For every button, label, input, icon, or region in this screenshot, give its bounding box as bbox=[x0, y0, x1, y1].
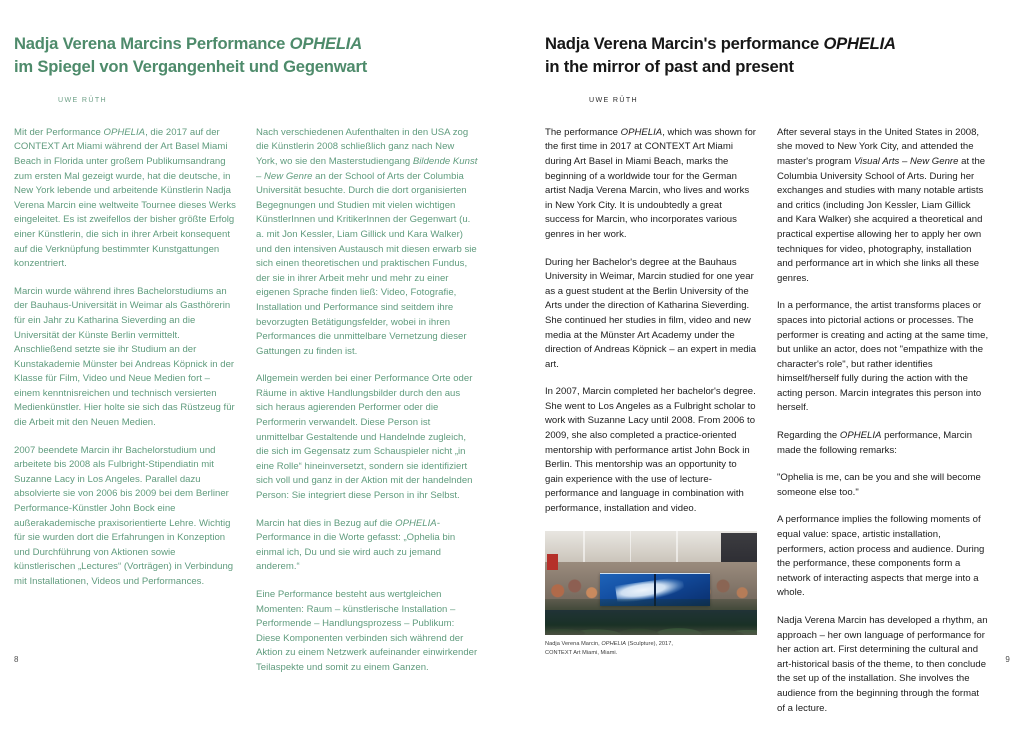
emphasis-text: Bildende Kunst – New Genre bbox=[256, 155, 478, 182]
byline-author-german: UWE RÜTH bbox=[58, 95, 108, 104]
body-text: The performance bbox=[545, 126, 621, 138]
column-1-english bbox=[545, 126, 757, 729]
body-text: In a performance, the artist transforms places or spaces into pictorial actions or processes. The performer is creating and acting at the same time, but unlike an actor, does not "empathize with the character's role", but rather identifies himself/herself fully during the action with the acting person. Marcin integrates this person into herself. bbox=[777, 300, 989, 414]
emphasis-text: OPHELIA bbox=[839, 430, 882, 442]
emphasis-text: OPHELIA bbox=[601, 640, 627, 647]
figure-caption-line1 bbox=[545, 641, 673, 647]
body-paragraph bbox=[777, 126, 989, 287]
ophelia-installation-photo bbox=[545, 531, 757, 635]
headline-line1-italic: OPHELIA bbox=[289, 34, 362, 53]
column-2-english bbox=[777, 126, 989, 729]
page-title-english bbox=[545, 33, 1010, 79]
ophelia-figure bbox=[545, 531, 757, 658]
body-paragraph bbox=[256, 517, 478, 575]
page-number-right: 9 bbox=[1005, 655, 1010, 664]
body-text: an der School of Arts der Columbia Universität besuchte. Durch die dort organisierten Begegnungen und Studien mit vielen wichtigen KünstlerInnen und KritikerInnen der Gegenwart (u. a. mit Jon Kessler, Liam Gillick und Kara Walker) und den intensiven Austausch mit diesen erwarb sie sich einen theoretischen und praktischen Fundus, der sie in ihrer Arbeit mehr und mehr zu einer eigenen Sprache finden ließ: Video, Fotografie, Installation und Performance sind seitdem ihre bevorzugten Betätigungsfelder, wobei in ihren Performances die unmittelbare Vernetzung dieser Gattungen zu finden ist. bbox=[256, 170, 477, 357]
body-text: During her Bachelor's degree at the Bauhaus University in Weimar, Marcin studied for one year as a guest student at the Berlin University of the Arts under the direction of Katharina Sieverding. She continued her studies in film, video and new media at the Münster Art Academy under the direction of Andreas Köpnick – an expert in media art. bbox=[545, 256, 757, 370]
body-text: After several stays in the United States in 2008, she moved to New York City, and attended the master's program bbox=[777, 126, 980, 167]
column-2-german bbox=[256, 126, 478, 689]
body-text: performance, Marcin made the following remarks: bbox=[777, 430, 973, 456]
page-number-left: 8 bbox=[14, 655, 19, 664]
photo-beam bbox=[630, 531, 632, 566]
column-1-german bbox=[14, 126, 236, 689]
photo-beam bbox=[676, 531, 678, 566]
body-paragraph bbox=[545, 385, 757, 516]
photo-booth-red bbox=[547, 554, 558, 571]
body-paragraph bbox=[777, 471, 989, 500]
emphasis-text: OPHELIA bbox=[103, 126, 146, 138]
columns-german bbox=[14, 126, 484, 689]
page-left-german bbox=[0, 0, 512, 681]
body-text: Mit der Performance bbox=[14, 126, 104, 138]
columns-english bbox=[545, 126, 1010, 729]
emphasis-text: Visual Arts – New Genre bbox=[853, 155, 959, 167]
body-paragraph bbox=[545, 126, 757, 243]
byline-author-english: UWE RÜTH bbox=[589, 95, 639, 104]
body-text: 2007 beendete Marcin ihr Bachelorstudium und arbeitete bis 2008 als Fulbright-Stipendiatin mit Suzanne Lacy in Los Angeles. Parallel dazu absolvierte sie von 2006 bis 2009 bei dem Berliner Performance-Künstler John Bock eine außerakademische praxisorientierte Lehre. Wichtig für sie wurden dort die Erfahrungen in Konzeption und Durchführung von Aktionen sowie künstlerischen „Lectures“ (Vorträgen) in Verbindung mit Installationen, Videos und Performances. bbox=[14, 444, 234, 587]
body-text: (Sculpture), 2017, bbox=[626, 640, 673, 647]
headline-line1-italic: OPHELIA bbox=[823, 34, 896, 53]
body-text: Marcin wurde während ihres Bachelorstudiums an der Bauhaus-Universität in Weimar als Gasthörerin für ein Jahr zu Katharina Sieverding an die Universität der Künste Berlin vermittelt. Anschließend setzte sie ihr Studium an der Kunstakademie Münster bei Andreas Köpnick in der Klasse für Film, Video und Neue Medien fort – einem kenntnisreichen und technisch versierten Medienkünstler. Hier holte sie sich das Rüstzeug für die Arbeit mit den Neuen Medien. bbox=[14, 285, 235, 429]
body-text: A performance implies the following moments of equal value: space, artistic installation, performers, action process and audience. During the performance, these components form a network of interacting aspects that merge into a whole. bbox=[777, 514, 985, 599]
body-text: Performance in die Worte gefasst: „Ophelia bin einmal ich, Du und sie wird auch zu jemand anderem.“ bbox=[256, 532, 456, 573]
body-paragraph bbox=[14, 285, 236, 431]
body-paragraph bbox=[14, 444, 236, 590]
page-right-english bbox=[512, 0, 1024, 714]
body-text: , which was shown for the first time in 2017 at CONTEXT Art Miami during Art Basel in Miami Beach, marks the beginning of a worldwide tour for the German artist Nadja Verena Marcin, who lives and works in New York City. It is undoubtedly a great success for Marcin, who incorporates various genres in her work. bbox=[545, 126, 757, 240]
body-text: "Ophelia is me, can be you and she will become someone else too." bbox=[777, 472, 981, 498]
headline-line2: im Spiegel von Vergangenheit und Gegenwart bbox=[14, 56, 368, 76]
body-text: , die 2017 auf der CONTEXT Art Miami während der Art Basel Miami Beach in Florida unter großem Publikumsandrang zum ersten Mal gezeigt wurde, hat die deutsche, in New York lebende und arbeitende Künstlerin Nadja Verena Marcin eine weltweite Tournee dieses Werks eingeleitet. Es ist zweifellos der bisher größte Erfolg einer Künstlerin, die sich in ihrer Arbeit konsequent auf die Verknüpfung bestimmter Kunstgattungen konzentriert. bbox=[14, 126, 236, 270]
emphasis-text: OPHELIA bbox=[620, 126, 663, 138]
headline-line1-pre: Nadja Verena Marcins Performance bbox=[14, 34, 290, 53]
body-paragraph bbox=[14, 126, 236, 272]
body-text: Eine Performance besteht aus wertgleichen Momenten: Raum – künstlerische Installation – Performende – Handlungsprozess – Publikum: Diese Komponenten verbinden sich während der Aktion zu einem Netzwerk aufeinander einwirkender Teilaspekte und somit zu einem Ganzen. bbox=[256, 589, 478, 673]
photo-floor bbox=[545, 625, 757, 634]
body-paragraph bbox=[777, 614, 989, 716]
body-text: Nach verschiedenen Aufenthalten in den USA zog die Künstlerin 2008 schließlich ganz nach New York, wo sie den Masterstudiengang bbox=[256, 126, 469, 167]
body-paragraph bbox=[777, 299, 989, 416]
page-title-german bbox=[14, 33, 484, 79]
body-text: In 2007, Marcin completed her bachelor's degree. She went to Los Angeles as a Fulbright scholar to work with Suzanne Lacy until 2008. From 2006 to 2009, she also completed a practice-oriented mentorship with performance artist John Bock in Berlin. This mentorship was an opportunity to gain experience with the use of lecture-performance and language in combination with performance, installation and video. bbox=[545, 386, 756, 515]
emphasis-text: OPHELIA- bbox=[395, 517, 440, 529]
body-text: Allgemein werden bei einer Performance Orte oder Räume in aktive Handlungsbilder durch den aus sich heraus agierenden Performer oder die Performerin verwandelt. Diese Person ist unmittelbar Gestaltende und Handelnde zugleich, die sich im Gegensatz zum Schauspieler nicht „in eine Rolle“ hineinversetzt, sondern sie identifiziert sich voll und ganz in der Aktion mit der handelnden Person: Sie integriert diese Person in ihr Selbst. bbox=[256, 373, 473, 502]
body-text: Marcin hat dies in Bezug auf die bbox=[256, 517, 396, 529]
figure-caption bbox=[545, 640, 757, 658]
body-paragraph bbox=[256, 372, 478, 503]
body-paragraph bbox=[777, 513, 989, 601]
photo-beam bbox=[583, 531, 585, 566]
body-text: Regarding the bbox=[777, 430, 840, 442]
body-paragraph bbox=[256, 126, 478, 360]
headline-line2: in the mirror of past and present bbox=[545, 56, 794, 76]
figure-caption-line2: CONTEXT Art Miami, Miami. bbox=[545, 649, 618, 656]
body-text: Nadja Verena Marcin has developed a rhythm, an approach – her own language of performance for her action art. First determining the cultural and art-historical basis of the theme, to then conclude the set up of the installation. She involves the audience from the beginning through the format of a lecture. bbox=[777, 615, 988, 714]
body-paragraph bbox=[777, 429, 989, 458]
body-paragraph bbox=[545, 256, 757, 373]
body-text: at the Columbia University School of Arts. During her exchanges and studies with many notable artists and critics (including Jon Kessler, Liam Gillick and Kara Walker) she acquired a theoretical and practical expertise allowing her to apply her own techniques for video, photography, installation and performance art in which she links all these genres. bbox=[777, 155, 986, 284]
headline-line1-pre: Nadja Verena Marcin's performance bbox=[545, 34, 824, 53]
body-text: Nadja Verena Marcin, bbox=[545, 640, 602, 647]
body-paragraph bbox=[256, 588, 478, 676]
